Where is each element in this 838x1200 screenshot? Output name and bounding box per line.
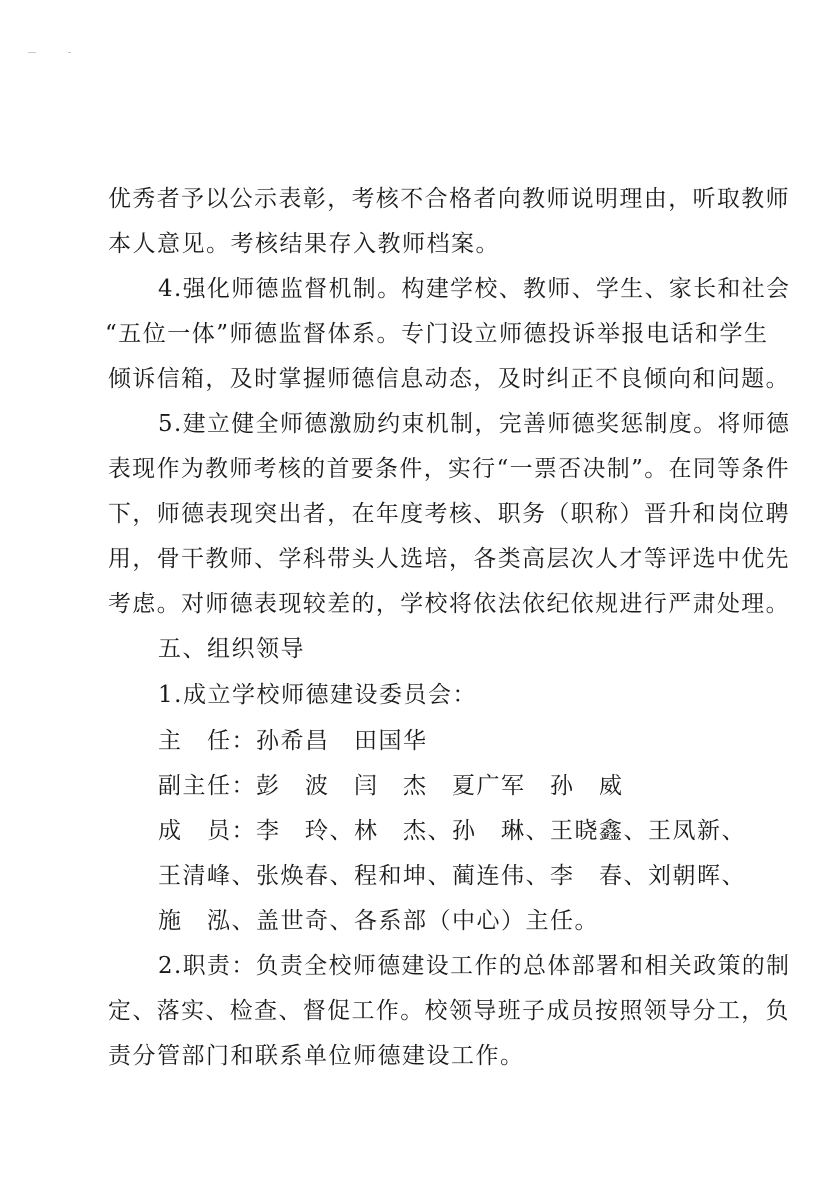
body-line: 下，师德表现突出者，在年度考核、职务（职称）晋升和岗位聘 [108, 501, 791, 527]
body-line: 本人意见。考核结果存入教师档案。 [108, 231, 500, 257]
body-line: 表现作为教师考核的首要条件，实行“一票否决制”。在同等条件 [108, 456, 791, 482]
committee-members-line: 施 泓、盖世奇、各系部（中心）主任。 [158, 908, 599, 934]
body-line: 倾诉信箱，及时掌握师德信息动态，及时纠正不良倾向和问题。 [108, 366, 791, 392]
body-line: 考虑。对师德表现较差的，学校将依法依纪依规进行严肃处理。 [108, 591, 791, 617]
body-line: 定、落实、检查、督促工作。校领导班子成员按照领导分工，负 [108, 998, 791, 1024]
section-heading: 五、组织领导 [158, 636, 305, 662]
committee-members-line: 王清峰、张焕春、程和坤、蔺连伟、李 春、刘朝晖、 [158, 863, 746, 889]
body-line: 用，骨干教师、学科带头人选培，各类高层次人才等评选中优先 [108, 546, 791, 572]
body-line: 2.职责：负责全校师德建设工作的总体部署和相关政策的制 [158, 953, 791, 979]
body-line: “五位一体”师德监督体系。专门设立师德投诉举报电话和学生 [105, 321, 769, 347]
scan-mark [28, 52, 36, 53]
body-line: 优秀者予以公示表彰，考核不合格者向教师说明理由，听取教师 [108, 186, 791, 212]
body-line: 责分管部门和联系单位师德建设工作。 [108, 1043, 525, 1069]
committee-vice-director-line: 副主任：彭 波 闫 杰 夏广军 孙 威 [158, 773, 624, 799]
committee-director-line: 主 任：孙希昌 田国华 [158, 728, 428, 754]
subsection-heading: 1.成立学校师德建设委员会： [158, 682, 477, 708]
body-line: 5.建立健全师德激励约束机制，完善师德奖惩制度。将师德 [158, 411, 791, 437]
committee-members-line: 成 员：李 玲、林 杰、孙 琳、王晓鑫、王凤新、 [158, 818, 746, 844]
scan-mark [68, 52, 71, 53]
body-line: 4.强化师德监督机制。构建学校、教师、学生、家长和社会 [158, 276, 791, 302]
